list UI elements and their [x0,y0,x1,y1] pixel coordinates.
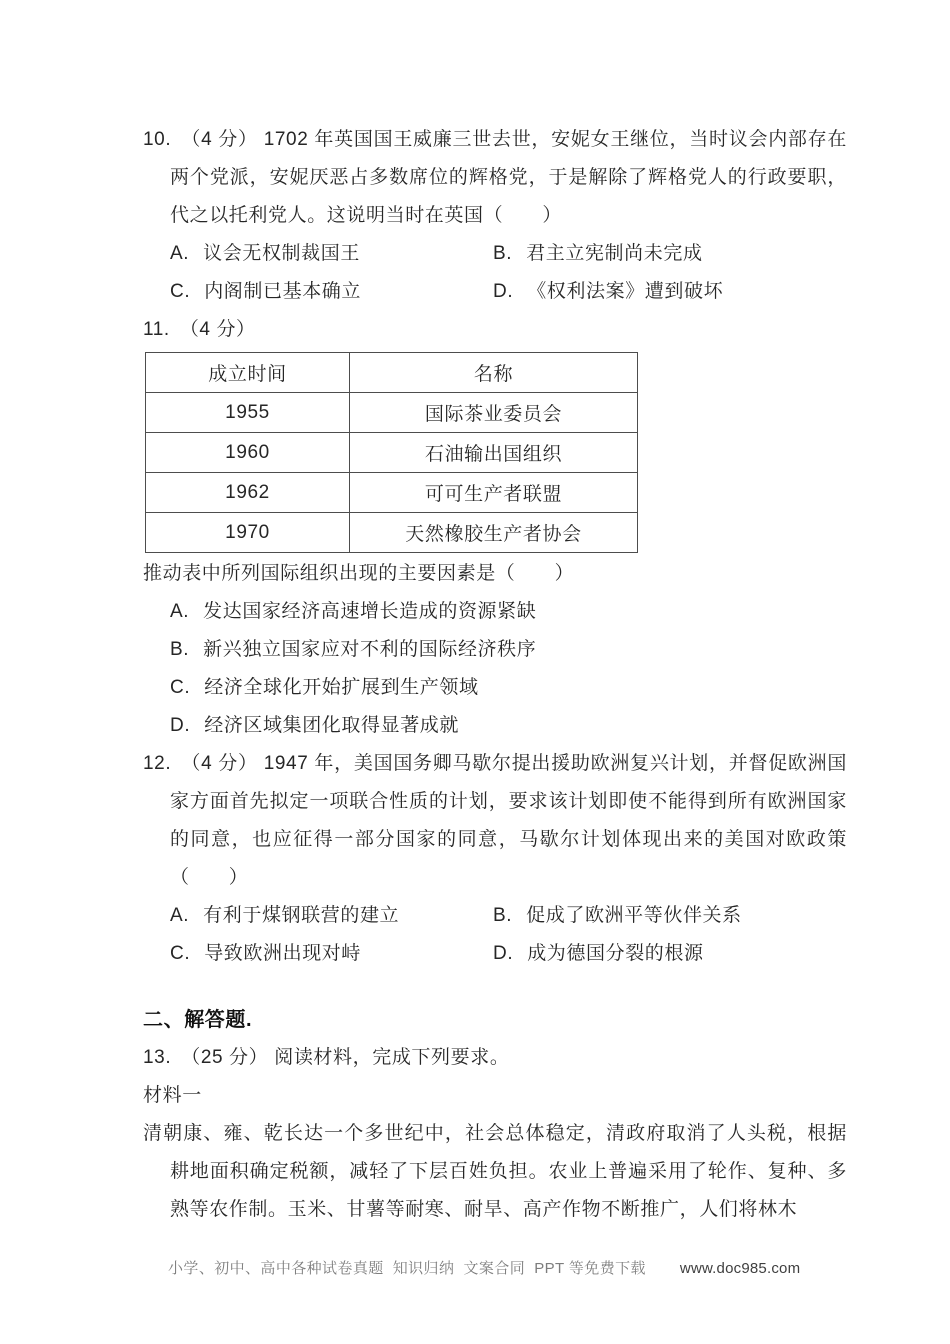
option-label: C. [170,943,191,964]
option-text: 导致欧洲出现对峙 [204,943,362,964]
table-row [146,513,638,553]
question-13-number: 13. [143,1047,172,1068]
table-cell-year: 1960 [146,433,350,473]
question-12-number: 12. [143,753,172,774]
option-text: 有利于煤钢联营的建立 [203,905,400,926]
option-label: D. [170,715,191,736]
table-header-time: 成立时间 [146,353,350,393]
option-text: 促成了欧洲平等伙伴关系 [526,905,742,926]
question-10-option-b [493,235,847,273]
option-label: C. [170,281,191,302]
option-text: 君主立宪制尚未完成 [526,243,703,264]
table-cell-year: 1955 [146,393,350,433]
question-12-score: （4 分） [181,753,258,774]
page-content [143,121,847,1229]
table-cell-year: 1970 [146,513,350,553]
question-12 [143,745,847,973]
question-13 [143,1039,847,1229]
question-10-options [143,235,847,311]
option-text: 《权利法案》遭到破坏 [527,281,724,302]
question-11-number: 11. [143,319,170,340]
table-cell-year: 1962 [146,473,350,513]
question-11-options [143,593,847,745]
question-12-text: 1947 年，美国国务卿马歇尔提出援助欧洲复兴计划，并督促欧洲国家方面首先拟定一项联合性质的计划，要求该计划即使不能得到所有欧洲国家的同意，也应征得一部分国家的同意，马歇尔计划体现出来的美国对欧政策（ ） [170,753,847,888]
question-11-score: （4 分） [179,319,256,340]
material-1-label: 材料一 [143,1085,202,1106]
question-10-option-c [170,273,493,311]
question-10-stem [143,121,847,235]
question-12-option-a [170,897,493,935]
table-header-name: 名称 [350,353,638,393]
question-10-option-a [170,235,493,273]
option-label: B. [493,243,513,264]
option-text: 议会无权制裁国王 [203,243,360,264]
option-label: A. [170,601,190,622]
question-13-stem [143,1039,847,1077]
question-12-option-d [493,935,847,973]
table-row [146,393,638,433]
question-11-option-c [170,669,847,707]
option-label: A. [170,243,190,264]
footer-url: www.doc985.com [679,1260,801,1277]
question-13-text: 阅读材料，完成下列要求。 [274,1047,510,1068]
option-text: 内阁制已基本确立 [204,281,362,302]
option-label: C. [170,677,191,698]
table-row [146,433,638,473]
table-row [146,473,638,513]
question-10-score: （4 分） [181,129,258,150]
question-11-option-a [170,593,847,631]
question-10-text: 1702 年英国国王威廉三世去世，安妮女王继位，当时议会内部存在两个党派，安妮厌恶占多数席位的辉格党，于是解除了辉格党人的行政要职，代之以托利党人。这说明当时在英国（ ） [170,129,847,226]
question-12-option-c [170,935,493,973]
table-cell-org: 可可生产者联盟 [350,473,638,513]
question-12-options [143,897,847,973]
option-text: 经济区域集团化取得显著成就 [204,715,460,736]
question-11 [143,311,847,745]
question-11-header [143,311,847,349]
question-11-table [145,352,638,553]
material-1-text: 清朝康、雍、乾长达一个多世纪中，社会总体稳定，清政府取消了人头税，根据耕地面积确定税额，减轻了下层百姓负担。农业上普遍采用了轮作、复种、多熟等农作制。玉米、甘薯等耐寒、耐旱、高产作物不断推广，人们将林木 [143,1123,847,1220]
table-cell-org: 天然橡胶生产者协会 [350,513,638,553]
option-label: A. [170,905,190,926]
option-label: D. [493,281,514,302]
question-13-score: （25 分） [181,1047,269,1068]
table-cell-org: 石油输出国组织 [350,433,638,473]
question-10-option-d [493,273,847,311]
option-label: B. [493,905,513,926]
question-11-stem: 推动表中所列国际组织出现的主要因素是（ ） [143,563,575,584]
option-text: 经济全球化开始扩展到生产领域 [204,677,479,698]
option-text: 新兴独立国家应对不利的国际经济秩序 [203,639,537,660]
option-text: 成为德国分裂的根源 [527,943,704,964]
question-11-option-b [170,631,847,669]
question-12-stem [143,745,847,897]
option-label: B. [170,639,190,660]
section-2-heading: 二、解答题. [143,1009,253,1031]
option-text: 发达国家经济高速增长造成的资源紧缺 [203,601,537,622]
option-label: D. [493,943,514,964]
question-10-number: 10. [143,129,172,150]
table-header-row [146,353,638,393]
question-12-option-b [493,897,847,935]
page-footer [0,1240,950,1295]
table-cell-org: 国际茶业委员会 [350,393,638,433]
question-10 [143,121,847,311]
question-11-option-d [170,707,847,745]
footer-text: 小学、初中、高中各种试卷真题 知识归纳 文案合同 PPT 等免费下载 [168,1260,646,1277]
